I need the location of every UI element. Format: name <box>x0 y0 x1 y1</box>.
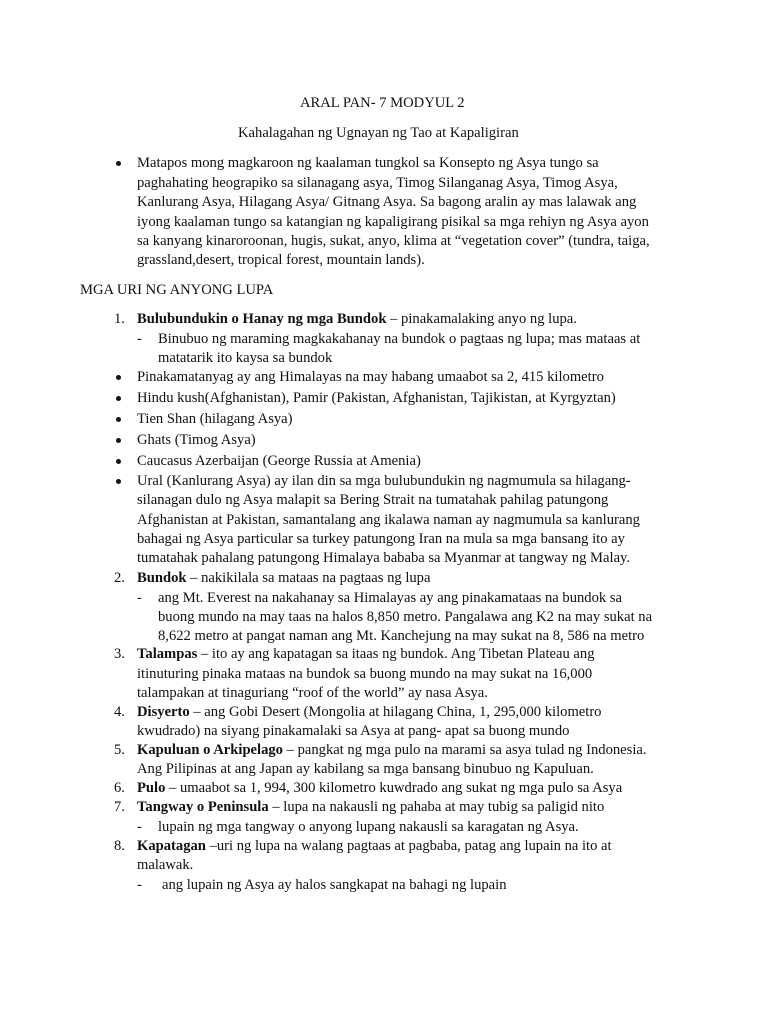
intro-line: Matapos mong magkaroon ng kaalaman tungkol sa Konsepto ng Asya tungo sa <box>137 155 599 171</box>
bullet-line: Caucasus Azerbaijan (George Russia at Amenia) <box>137 453 421 469</box>
list-item-line <box>137 310 577 330</box>
sub-line: lupain ng mga tangway o anyong lupang nakausli sa karagatan ng Asya. <box>158 819 579 835</box>
intro-line: Kanlurang Asya, Hilagang Asya/ Gitnang Asya. Sa bagong aralin ay mas lalawak ang <box>137 194 637 210</box>
bullet-line: Tien Shan (hilagang Asya) <box>137 411 293 427</box>
cont-line: kwudrado) na siyang pinakamalaki sa Asya at pang- apat sa buong mundo <box>137 723 570 739</box>
bullet-icon <box>116 396 121 401</box>
sub-line: buong mundo na may taas na halos 8,850 metro. Pangalawa ang K2 na may sukat na <box>158 609 653 625</box>
list-item-line <box>137 798 604 818</box>
list-number: 2. <box>114 570 125 586</box>
bullet-line: Ghats (Timog Asya) <box>137 432 256 448</box>
list-item-term: Kapatagan <box>137 838 206 854</box>
list-number: 8. <box>114 838 125 854</box>
list-item-desc: – pinakamalaking anyo ng lupa. <box>386 311 577 327</box>
sub-line: Binubuo ng maraming magkakahanay na bundok o pagtaas ng lupa; mas mataas at <box>158 331 641 347</box>
dash-marker: - <box>137 331 142 347</box>
list-item-desc: – ang Gobi Desert (Mongolia at hilagang China, 1, 295,000 kilometro <box>189 704 602 720</box>
list-item-line <box>137 741 647 761</box>
list-number: 5. <box>114 742 125 758</box>
list-item-line <box>137 703 601 723</box>
ural-line: bahagai ng Asya particular sa turkey patungong Iran na mula sa mga bansang ito ay <box>137 531 625 547</box>
page-subtitle: Kahalagahan ng Ugnayan ng Tao at Kapaligiran <box>238 125 519 141</box>
bullet-line: Pinakamatanyag ay ang Himalayas na may habang umaabot sa 2, 415 kilometro <box>137 369 604 385</box>
list-item-desc: – nakikilala sa mataas na pagtaas ng lupa <box>186 570 431 586</box>
list-item-term: Pulo <box>137 780 166 796</box>
bullet-icon <box>116 161 121 166</box>
ural-line: Ural (Kanlurang Asya) ay ilan din sa mga bulubundukin ng nagmumula sa hilagang- <box>137 473 631 489</box>
list-item-line <box>137 837 612 857</box>
section-heading: MGA URI NG ANYONG LUPA <box>80 282 274 298</box>
list-item-term: Disyerto <box>137 704 190 720</box>
intro-line: paghahating heograpiko sa silanagang asya, Timog Silanganag Asya, Timog Asya, <box>137 175 618 191</box>
sub-line: ang Mt. Everest na nakahanay sa Himalayas ay ang pinakamataas na bundok sa <box>158 590 622 606</box>
cont-line: talampakan at tinaguriang “roof of the world” ay nasa Asya. <box>137 685 488 701</box>
bullet-icon <box>116 375 121 380</box>
bullet-icon <box>116 417 121 422</box>
cont-line: Ang Pilipinas at ang Japan ay kabilang sa mga bansang binubuo ng Kapuluan. <box>137 761 594 777</box>
intro-line: sa kanyang kinaroroonan, hugis, sukat, anyo, klima at “vegetation cover” (tundra, taiga, <box>137 233 650 249</box>
list-item-desc: – pangkat ng mga pulo na marami sa asya tulad ng Indonesia. <box>282 742 647 758</box>
ural-line: silanagan dulo ng Asya malapit sa Bering Strait na tumatahak pahilag patungong <box>137 492 609 508</box>
list-item-desc: – lupa na nakausli ng pahaba at may tubig sa paligid nito <box>268 799 605 815</box>
sub-line: matatarik ito kaysa sa bundok <box>158 350 333 366</box>
sub-line: ang lupain ng Asya ay halos sangkapat na bahagi ng lupain <box>162 877 507 893</box>
list-number: 6. <box>114 780 125 796</box>
cont-line: malawak. <box>137 857 194 873</box>
bullet-icon <box>116 479 121 484</box>
bullet-icon <box>116 438 121 443</box>
list-number: 3. <box>114 646 125 662</box>
list-number: 4. <box>114 704 125 720</box>
list-item-desc: – ito ay ang kapatagan sa itaas ng bundok. Ang Tibetan Plateau ang <box>197 646 595 662</box>
list-item-desc: –uri ng lupa na walang pagtaas at pagbaba, patag ang lupain na ito at <box>205 838 612 854</box>
cont-line: itinuturing pinaka mataas na bundok sa buong mundo na may sukat na 16,000 <box>137 666 593 682</box>
dash-marker: - <box>137 819 142 835</box>
bullet-line: Hindu kush(Afghanistan), Pamir (Pakistan, Afghanistan, Tajikistan, at Kyrgyztan) <box>137 390 616 406</box>
list-item-line <box>137 569 430 589</box>
list-number: 1. <box>114 311 125 327</box>
bullet-icon <box>116 459 121 464</box>
ural-line: tumatahak pahalang patungong Himalaya bababa sa Myanmar at tangway ng Malay. <box>137 550 631 566</box>
dash-marker: - <box>137 590 142 606</box>
list-number: 7. <box>114 799 125 815</box>
list-item-line <box>137 779 622 799</box>
list-item-term: Kapuluan o Arkipelago <box>137 742 283 758</box>
intro-line: grassland,desert, tropical forest, mountain lands). <box>137 252 425 268</box>
intro-line: iyong kaalaman tungo sa katangian ng kapaligirang pisikal sa mga rehiyn ng Asya ayon <box>137 214 649 230</box>
dash-marker: - <box>137 877 142 893</box>
sub-line: 8,622 metro at pangat naman ang Mt. Kanchejung na may sukat na 8, 586 na metro <box>158 628 645 644</box>
page-title: ARAL PAN- 7 MODYUL 2 <box>300 95 465 111</box>
list-item-line <box>137 645 595 665</box>
list-item-desc: – umaabot sa 1, 994, 300 kilometro kuwdrado ang sukat ng mga pulo sa Asya <box>165 780 623 796</box>
list-item-term: Talampas <box>137 646 198 662</box>
list-item-term: Bulubundukin o Hanay ng mga Bundok <box>137 311 387 327</box>
list-item-term: Tangway o Peninsula <box>137 799 269 815</box>
ural-line: Afghanistan at Pakistan, samantalang ang ikalawa naman ay nagmumula sa kanlurang <box>137 512 640 528</box>
list-item-term: Bundok <box>137 570 187 586</box>
